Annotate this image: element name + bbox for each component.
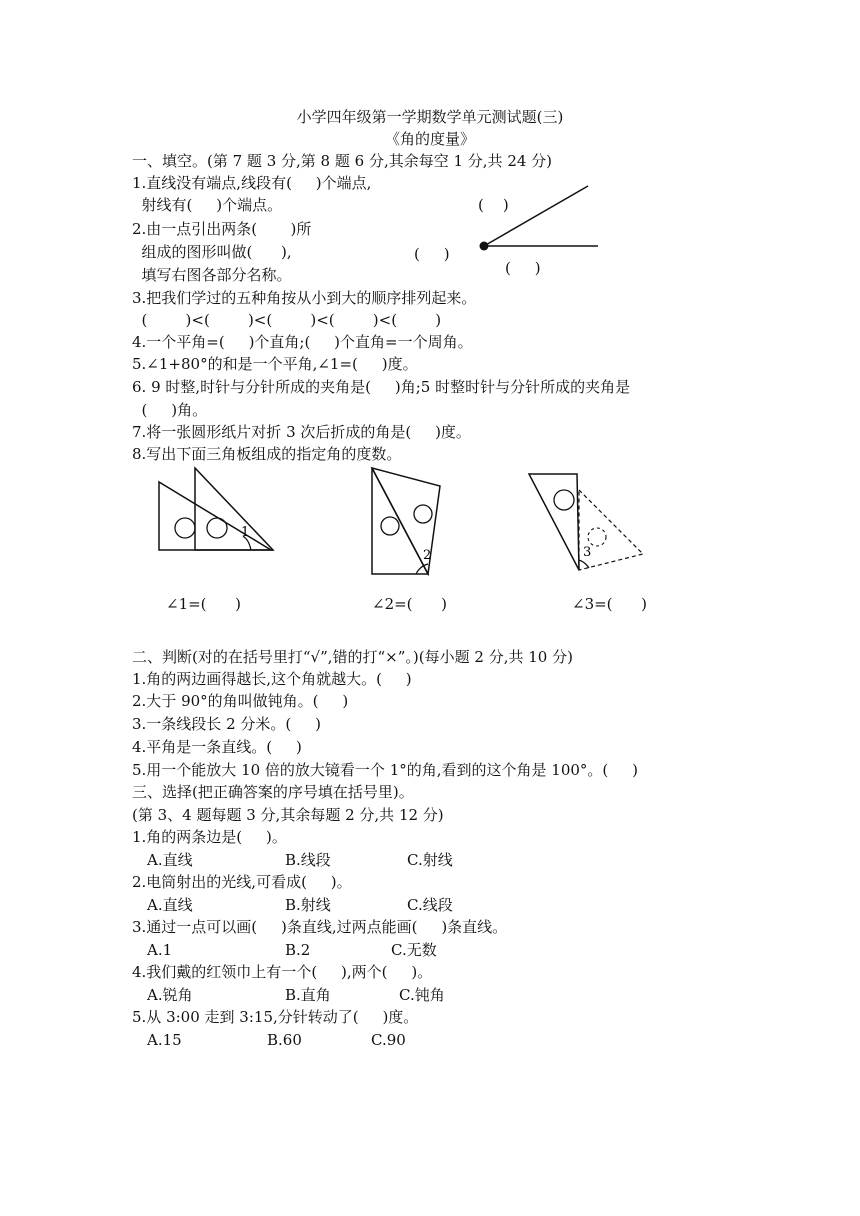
triangle-hole: [175, 518, 195, 538]
choice-option-4c: C.钝角: [399, 986, 445, 1004]
choice-option-3c: C.无数: [391, 941, 437, 959]
triangle-1a: [159, 482, 271, 550]
choice-question-3: 3.通过一点可以画( )条直线,过两点能画( )条直线。: [132, 918, 508, 936]
answer-angle-1: ∠1=( ): [166, 595, 241, 613]
triangle-3a: [529, 474, 579, 570]
section1-heading: 一、填空。(第 7 题 3 分,第 8 题 6 分,其余每空 1 分,共 24 分): [132, 152, 553, 170]
q1-line1: 1.直线没有端点,线段有( )个端点,: [132, 174, 372, 192]
choice-option-5b: B.60: [267, 1031, 302, 1049]
angle-vertex-dot: [480, 242, 489, 251]
triangle-figure-2: [368, 464, 443, 578]
triangle-hole: [554, 490, 574, 510]
choice-option-2b: B.射线: [285, 896, 331, 914]
angle-label-3: 3: [583, 545, 592, 560]
choice-option-3b: B.2: [285, 941, 311, 959]
judge-item-3: 3.一条线段长 2 分米。( ): [132, 715, 321, 733]
angle-label-1: 1: [241, 525, 250, 540]
judge-item-1: 1.角的两边画得越长,这个角就越大。( ): [132, 670, 412, 688]
choice-option-3a: A.1: [147, 941, 173, 959]
q3-line2: ( )<( )<( )<( )<( ): [132, 311, 442, 329]
q8: 8.写出下面三角板组成的指定角的度数。: [132, 445, 402, 463]
q6-line1: 6. 9 时整,时针与分针所成的夹角是( )角;5 时整时针与分针所成的夹角是: [132, 378, 631, 396]
q6-line2: ( )角。: [132, 401, 208, 419]
choice-option-4a: A.锐角: [147, 986, 193, 1004]
choice-question-2: 2.电筒射出的光线,可看成( )。: [132, 873, 352, 891]
q7: 7.将一张圆形纸片对折 3 次后折成的角是( )度。: [132, 423, 471, 441]
judge-item-4: 4.平角是一条直线。( ): [132, 738, 302, 756]
choice-option-1c: C.射线: [407, 851, 453, 869]
fig-blank-vertex: ( ): [414, 245, 450, 263]
fig-blank-ray: ( ): [478, 196, 509, 214]
triangle-hole: [381, 517, 399, 535]
triangle-figure-1: [155, 466, 280, 556]
section2-heading: 二、判断(对的在括号里打“√”,错的打“×”。)(每小题 2 分,共 10 分): [132, 648, 573, 666]
answer-angle-3: ∠3=( ): [572, 595, 647, 613]
q5: 5.∠1+80°的和是一个平角,∠1=( )度。: [132, 355, 418, 373]
judge-item-5: 5.用一个能放大 10 倍的放大镜看一个 1°的角,看到的这个角是 100°。( ): [132, 761, 638, 779]
choice-option-5c: C.90: [371, 1031, 406, 1049]
q2-line2: 组成的图形叫做( ),: [132, 243, 292, 261]
page-subtitle: 《角的度量》: [384, 130, 475, 148]
choice-option-4b: B.直角: [285, 986, 331, 1004]
choice-option-1b: B.线段: [285, 851, 331, 869]
angle-arc-3: [579, 560, 589, 568]
triangle-hole: [207, 518, 227, 538]
section3-note: (第 3、4 题每题 3 分,其余每题 2 分,共 12 分): [132, 806, 444, 824]
choice-question-5: 5.从 3:00 走到 3:15,分针转动了( )度。: [132, 1008, 419, 1026]
judge-item-2: 2.大于 90°的角叫做钝角。( ): [132, 692, 349, 710]
choice-option-2a: A.直线: [147, 896, 193, 914]
choice-option-5a: A.15: [147, 1031, 182, 1049]
triangle-hole: [588, 528, 606, 546]
triangle-hole: [414, 505, 432, 523]
page-title: 小学四年级第一学期数学单元测试题(三): [296, 108, 564, 126]
choice-option-1a: A.直线: [147, 851, 193, 869]
angle-label-2: 2: [423, 548, 432, 563]
section3-heading: 三、选择(把正确答案的序号填在括号里)。: [132, 783, 414, 801]
choice-question-4: 4.我们戴的红领巾上有一个( ),两个( )。: [132, 963, 433, 981]
triangle-1b: [195, 468, 273, 550]
q2-line1: 2.由一点引出两条( )所: [132, 220, 312, 238]
triangle-figure-3: [527, 470, 677, 574]
fig-blank-side: ( ): [505, 259, 541, 277]
q4: 4.一个平角=( )个直角;( )个直角=一个周角。: [132, 333, 473, 351]
q2-line3: 填写右图各部分名称。: [132, 266, 292, 284]
answer-angle-2: ∠2=( ): [372, 595, 447, 613]
choice-question-1: 1.角的两条边是( )。: [132, 828, 287, 846]
angle-figure: [470, 180, 610, 260]
choice-option-2c: C.线段: [407, 896, 453, 914]
q3-line1: 3.把我们学过的五种角按从小到大的顺序排列起来。: [132, 289, 477, 307]
q1-line2: 射线有( )个端点。: [132, 196, 283, 214]
